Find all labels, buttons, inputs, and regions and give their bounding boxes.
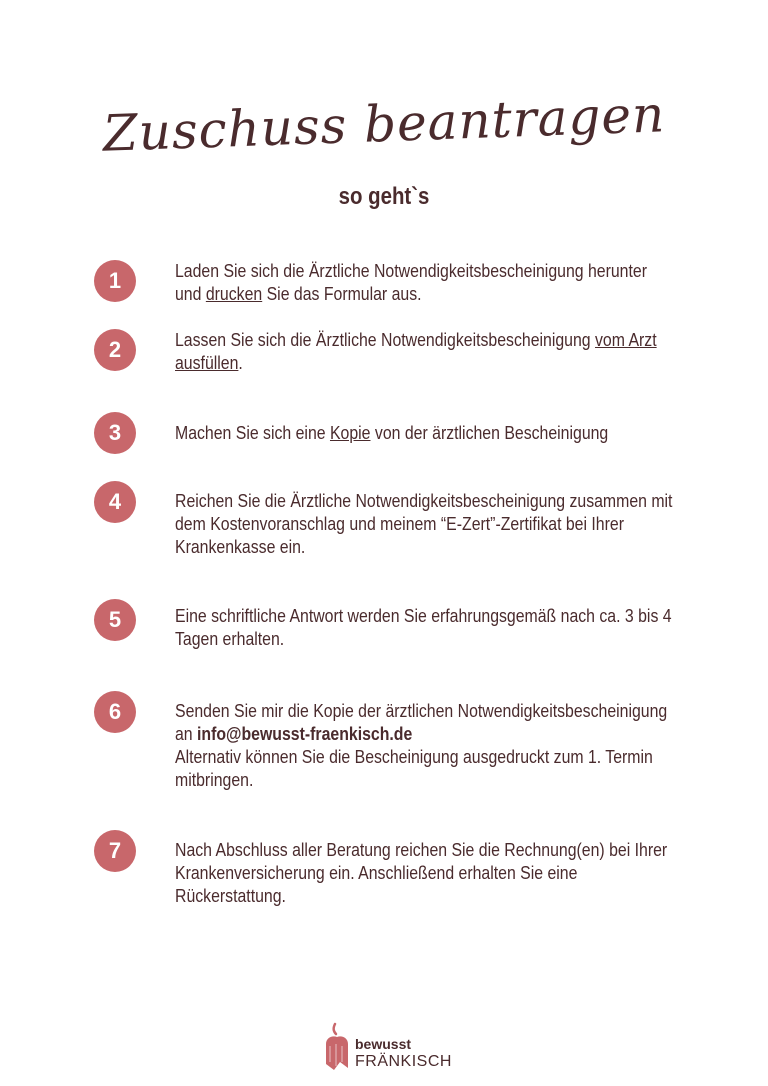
step-text bbox=[175, 260, 703, 306]
logo-text-bottom: FRÄNKISCH bbox=[355, 1053, 452, 1070]
step-text-line: Rückerstattung. bbox=[175, 886, 286, 906]
step-text-underlined: ausfüllen bbox=[175, 353, 239, 373]
page-subtitle: so geht`s bbox=[338, 183, 430, 210]
step-text-line: . bbox=[238, 353, 243, 373]
step-number-badge: 1 bbox=[94, 260, 136, 302]
brand-logo bbox=[322, 1022, 462, 1078]
step-text bbox=[175, 605, 703, 651]
step-text-line: Eine schriftliche Antwort werden Sie erfahrungsgemäß nach ca. 3 bis 4 bbox=[175, 606, 672, 626]
step-text-line: und bbox=[175, 284, 206, 304]
step-text-line: Krankenversicherung ein. Anschließend erhalten Sie eine bbox=[175, 863, 578, 883]
logo-mark-icon bbox=[322, 1022, 352, 1078]
step-number-badge: 3 bbox=[94, 412, 136, 454]
step-text-line: dem Kostenvoranschlag und meinem “E-Zert”-Zertifikat bei Ihrer bbox=[175, 514, 624, 534]
step-text-line: Laden Sie sich die Ärztliche Notwendigkeitsbescheinigung herunter bbox=[175, 261, 647, 281]
step-number-badge: 2 bbox=[94, 329, 136, 371]
step-text-underlined: drucken bbox=[205, 284, 263, 304]
step-text-line: von der ärztlichen Bescheinigung bbox=[370, 423, 609, 443]
step-number-badge: 5 bbox=[94, 599, 136, 641]
step-text bbox=[175, 700, 703, 792]
step-text-line: Nach Abschluss aller Beratung reichen Sie die Rechnung(en) bei Ihrer bbox=[175, 840, 668, 860]
step-text-line: Senden Sie mir die Kopie der ärztlichen Notwendigkeitsbescheinigung bbox=[175, 701, 668, 721]
step-text-line: Lassen Sie sich die Ärztliche Notwendigkeitsbescheinigung bbox=[175, 330, 596, 350]
step-number-badge: 6 bbox=[94, 691, 136, 733]
email-link[interactable]: info@bewusst-fraenkisch.de bbox=[197, 724, 413, 744]
step-text-line: Krankenkasse ein. bbox=[175, 537, 306, 557]
step-text-underlined: vom Arzt bbox=[595, 330, 657, 350]
step-text-underlined: Kopie bbox=[329, 423, 371, 443]
step-text-line: Tagen erhalten. bbox=[175, 629, 285, 649]
step-text bbox=[175, 490, 703, 559]
step-text-line: Machen Sie sich eine bbox=[175, 423, 330, 443]
step-text-line: Sie das Formular aus. bbox=[262, 284, 422, 304]
step-text-line: Reichen Sie die Ärztliche Notwendigkeitsbescheinigung zusammen mit bbox=[175, 491, 673, 511]
step-text-line: mitbringen. bbox=[175, 770, 254, 790]
logo-text-top: bewusst bbox=[355, 1036, 412, 1052]
step-text-line: an bbox=[175, 724, 198, 744]
step-number-badge: 7 bbox=[94, 830, 136, 872]
step-number-badge: 4 bbox=[94, 481, 136, 523]
step-text bbox=[175, 329, 703, 375]
step-text bbox=[175, 839, 703, 908]
step-text-line: Alternativ können Sie die Bescheinigung ausgedruckt zum 1. Termin bbox=[175, 747, 653, 767]
page-title: Zuschuss beantragen bbox=[101, 85, 667, 163]
step-text bbox=[175, 422, 703, 445]
